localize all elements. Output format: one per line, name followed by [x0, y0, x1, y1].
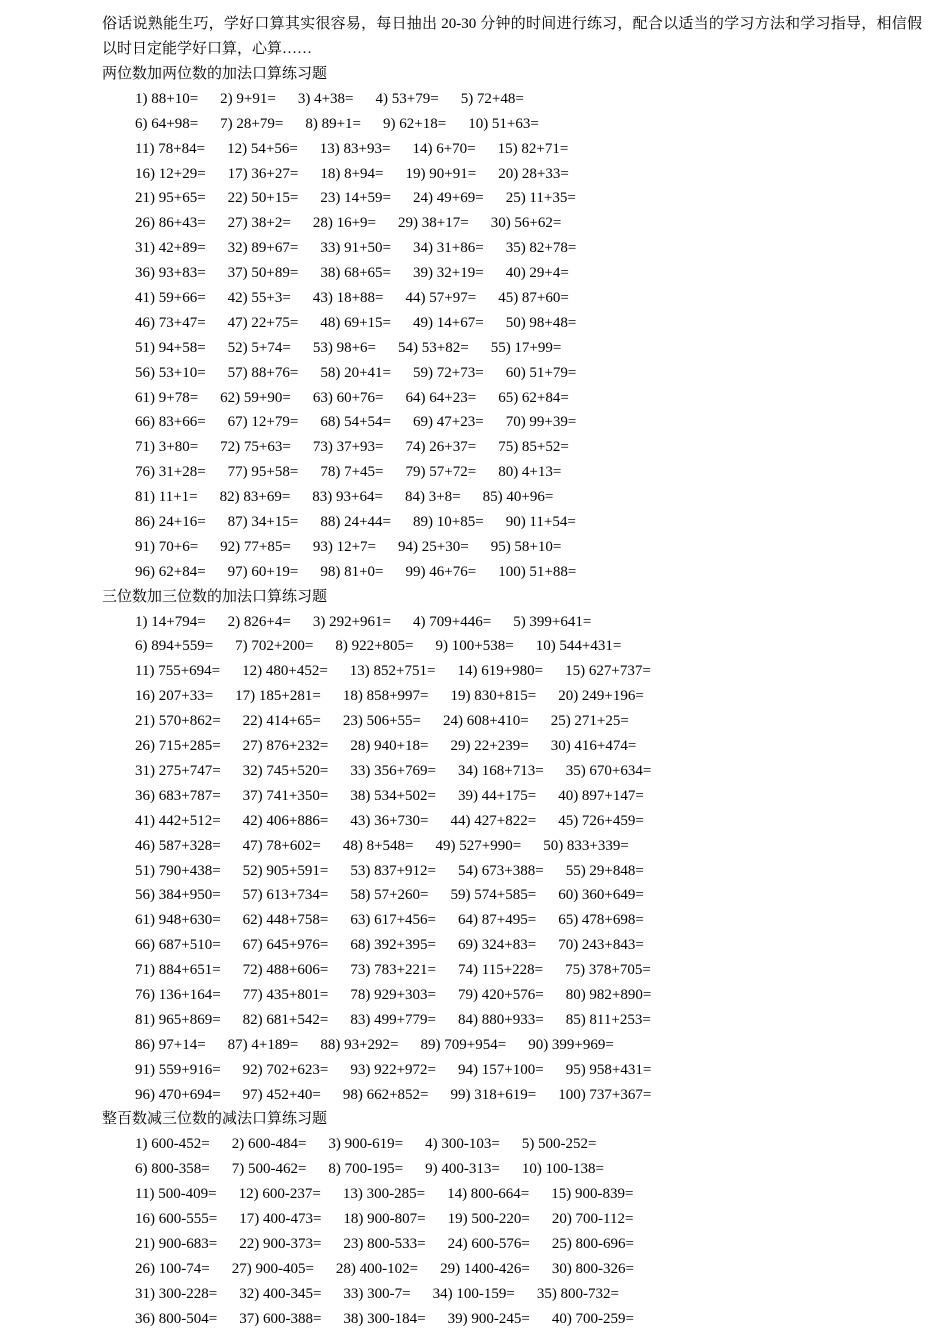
- problem: 44) 427+822=: [450, 812, 537, 829]
- problem: 28) 16+9=: [312, 215, 377, 232]
- problem: 95) 58+10=: [490, 538, 562, 555]
- problem: 21) 95+65=: [135, 190, 206, 207]
- problem: 92) 77+85=: [220, 538, 291, 555]
- problem: 71) 3+80=: [135, 439, 199, 456]
- exercise-section: [102, 1107, 922, 1331]
- problem: 14) 619+980=: [457, 663, 544, 680]
- problem-row: [102, 1033, 922, 1058]
- problem-row: [102, 1058, 922, 1083]
- problem: 26) 100-74=: [135, 1260, 210, 1277]
- problem: 8) 922+805=: [335, 638, 414, 655]
- problem-row: [102, 186, 922, 211]
- problem: 35) 82+78=: [505, 240, 577, 257]
- problem: 11) 78+84=: [135, 140, 206, 157]
- problem: 43) 18+88=: [312, 290, 384, 307]
- problem: 25) 800-696=: [551, 1235, 635, 1252]
- problem: 6) 894+559=: [135, 638, 214, 655]
- problem: 97) 452+40=: [242, 1086, 321, 1103]
- problem: 20) 28+33=: [498, 165, 569, 182]
- problem: 21) 570+862=: [135, 713, 221, 730]
- problem: 28) 400-102=: [335, 1260, 419, 1277]
- problem: 2) 9+91=: [220, 90, 276, 107]
- problem-row: [102, 1307, 922, 1332]
- problem: 77) 95+58=: [227, 464, 299, 481]
- problem-row: [102, 162, 922, 187]
- problem: 91) 559+916=: [135, 1061, 221, 1078]
- problem: 72) 488+606=: [242, 962, 329, 979]
- problem: 32) 400-345=: [239, 1285, 322, 1302]
- problem: 82) 83+69=: [219, 489, 291, 506]
- problem: 90) 11+54=: [505, 514, 576, 531]
- problem: 58) 57+260=: [350, 887, 429, 904]
- problem: 4) 709+446=: [413, 613, 492, 630]
- problem: 16) 600-555=: [135, 1210, 218, 1227]
- problem: 46) 587+328=: [135, 837, 221, 854]
- problem: 93) 12+7=: [312, 538, 377, 555]
- problem: 100) 51+88=: [498, 563, 577, 580]
- problem: 22) 414+65=: [242, 713, 321, 730]
- problem: 71) 884+651=: [135, 962, 221, 979]
- problem: 81) 965+869=: [135, 1011, 221, 1028]
- problem: 41) 442+512=: [135, 812, 221, 829]
- problem: 86) 97+14=: [135, 1036, 206, 1053]
- problem: 36) 800-504=: [135, 1310, 218, 1327]
- problem: 10) 544+431=: [535, 638, 622, 655]
- problem: 69) 47+23=: [413, 414, 484, 431]
- problem: 45) 726+459=: [558, 812, 644, 829]
- section-title: 整百数减三位数的减法口算练习题: [102, 1111, 328, 1128]
- problem: 13) 83+93=: [319, 140, 391, 157]
- problem: 87) 4+189=: [227, 1036, 299, 1053]
- problem: 23) 506+55=: [342, 713, 422, 730]
- problem: 68) 54+54=: [320, 414, 392, 431]
- problem: 76) 31+28=: [135, 464, 206, 481]
- problem: 3) 900-619=: [328, 1136, 404, 1153]
- problem: 40) 897+147=: [558, 787, 644, 804]
- problem: 49) 14+67=: [413, 314, 484, 331]
- problem: 62) 59+90=: [220, 389, 291, 406]
- problem: 53) 98+6=: [312, 339, 377, 356]
- problem: 74) 115+228=: [458, 962, 544, 979]
- exercise-section: [102, 585, 922, 1108]
- problem-row: [102, 236, 922, 261]
- problem: 76) 136+164=: [135, 986, 221, 1003]
- problem: 6) 800-358=: [135, 1161, 210, 1178]
- problem: 5) 72+48=: [460, 90, 524, 107]
- problem: 18) 858+997=: [342, 688, 429, 705]
- problem: 35) 670+634=: [565, 762, 652, 779]
- problem: 59) 574+585=: [450, 887, 537, 904]
- problem: 66) 83+66=: [135, 414, 206, 431]
- problem: 86) 24+16=: [135, 514, 206, 531]
- problem: 11) 755+694=: [135, 663, 221, 680]
- problem: 47) 78+602=: [242, 837, 321, 854]
- problem: 39) 44+175=: [458, 787, 537, 804]
- problem: 18) 900-807=: [343, 1210, 426, 1227]
- problem: 39) 900-245=: [447, 1310, 530, 1327]
- problem: 17) 400-473=: [239, 1210, 322, 1227]
- problem: 79) 420+576=: [458, 986, 544, 1003]
- problem: 73) 783+221=: [350, 962, 437, 979]
- problem-row: [102, 659, 922, 684]
- problem: 28) 940+18=: [350, 738, 429, 755]
- problem-row: [102, 634, 922, 659]
- problem: 67) 12+79=: [227, 414, 299, 431]
- problem: 78) 929+303=: [350, 986, 437, 1003]
- problem: 34) 168+713=: [458, 762, 544, 779]
- problem: 60) 360+649=: [558, 887, 644, 904]
- problem: 96) 470+694=: [135, 1086, 221, 1103]
- problem-row: [102, 112, 922, 137]
- problem-row: [102, 759, 922, 784]
- exercise-sections: [102, 62, 922, 1331]
- problem: 24) 600-576=: [447, 1235, 530, 1252]
- problem: 57) 613+734=: [242, 887, 329, 904]
- problem: 36) 93+83=: [135, 265, 206, 282]
- problem: 38) 534+502=: [350, 787, 437, 804]
- problem: 84) 880+933=: [458, 1011, 544, 1028]
- problem: 21) 900-683=: [135, 1235, 218, 1252]
- problem: 3) 4+38=: [297, 90, 354, 107]
- problem: 17) 185+281=: [235, 688, 321, 705]
- problem: 34) 100-159=: [432, 1285, 515, 1302]
- problem: 51) 790+438=: [135, 862, 221, 879]
- problem: 85) 811+253=: [565, 1011, 651, 1028]
- problem: 10) 51+63=: [468, 115, 539, 132]
- problem: 40) 29+4=: [505, 265, 569, 282]
- problem: 24) 608+410=: [443, 713, 529, 730]
- problem: 56) 53+10=: [135, 364, 206, 381]
- problem: 48) 69+15=: [320, 314, 392, 331]
- problem: 30) 56+62=: [490, 215, 562, 232]
- problem: 67) 645+976=: [242, 937, 329, 954]
- problem: 87) 34+15=: [227, 514, 299, 531]
- problem: 80) 4+13=: [498, 464, 562, 481]
- problem: 90) 399+969=: [528, 1036, 614, 1053]
- problem: 98) 662+852=: [342, 1086, 429, 1103]
- problem: 20) 249+196=: [558, 688, 644, 705]
- problem: 9) 62+18=: [383, 115, 447, 132]
- problem: 41) 59+66=: [135, 290, 206, 307]
- problem: 24) 49+69=: [413, 190, 484, 207]
- problem: 27) 38+2=: [227, 215, 291, 232]
- problem: 89) 10+85=: [413, 514, 484, 531]
- problem: 95) 958+431=: [565, 1061, 652, 1078]
- problem-row: [102, 983, 922, 1008]
- problem: 69) 324+83=: [458, 937, 537, 954]
- problem: 64) 64+23=: [405, 389, 477, 406]
- problem: 37) 50+89=: [227, 265, 299, 282]
- problem: 72) 75+63=: [220, 439, 291, 456]
- problem-row: [102, 361, 922, 386]
- problem-row: [102, 1083, 922, 1108]
- problem: 1) 14+794=: [135, 613, 206, 630]
- problem: 13) 300-285=: [342, 1186, 426, 1203]
- problem-row: [102, 834, 922, 859]
- problem: 75) 378+705=: [565, 962, 651, 979]
- problem-row: [102, 137, 922, 162]
- problem: 79) 57+72=: [405, 464, 477, 481]
- problem-row: [102, 336, 922, 361]
- problem-row: [102, 1282, 922, 1307]
- problem: 11) 500-409=: [135, 1186, 217, 1203]
- problem: 19) 90+91=: [405, 165, 477, 182]
- problem: 30) 416+474=: [550, 738, 637, 755]
- problem: 58) 20+41=: [320, 364, 392, 381]
- problem: 98) 81+0=: [320, 563, 384, 580]
- problem: 34) 31+86=: [413, 240, 484, 257]
- problem-row: [102, 460, 922, 485]
- problem: 85) 40+96=: [482, 489, 554, 506]
- problem: 55) 17+99=: [490, 339, 562, 356]
- problem-row: [102, 809, 922, 834]
- problem: 50) 833+339=: [543, 837, 629, 854]
- problem: 35) 800-732=: [536, 1285, 620, 1302]
- problem: 100) 737+367=: [558, 1086, 652, 1103]
- problem: 29) 1400-426=: [440, 1260, 530, 1277]
- problem: 59) 72+73=: [413, 364, 484, 381]
- problem: 29) 22+239=: [450, 738, 529, 755]
- problem: 5) 399+641=: [513, 613, 592, 630]
- problem: 27) 876+232=: [242, 738, 329, 755]
- problem: 33) 91+50=: [320, 240, 392, 257]
- problem: 89) 709+954=: [420, 1036, 507, 1053]
- problem: 25) 11+35=: [505, 190, 576, 207]
- problem-row: [102, 709, 922, 734]
- problem: 99) 318+619=: [450, 1086, 537, 1103]
- problem: 23) 14+59=: [320, 190, 392, 207]
- problem: 40) 700-259=: [551, 1310, 635, 1327]
- problem: 32) 745+520=: [242, 762, 329, 779]
- problem-row: [102, 859, 922, 884]
- problem: 30) 800-326=: [551, 1260, 635, 1277]
- problem: 75) 85+52=: [498, 439, 569, 456]
- problem-row: [102, 1182, 922, 1207]
- problem-row: [102, 908, 922, 933]
- problem: 33) 300-7=: [343, 1285, 411, 1302]
- problem: 7) 702+200=: [235, 638, 314, 655]
- problem: 97) 60+19=: [227, 563, 299, 580]
- problem: 83) 93+64=: [312, 489, 383, 506]
- problem: 12) 480+452=: [242, 663, 328, 680]
- problem: 31) 42+89=: [135, 240, 206, 257]
- section-title: 两位数加两位数的加法口算练习题: [102, 66, 328, 82]
- problem: 16) 207+33=: [135, 688, 214, 705]
- problem: 54) 673+388=: [458, 862, 544, 879]
- problem: 12) 54+56=: [227, 140, 298, 157]
- problem-row: [102, 435, 922, 460]
- problem-row: [102, 1132, 922, 1157]
- problem: 52) 5+74=: [227, 339, 291, 356]
- problem: 15) 82+71=: [497, 140, 569, 157]
- problem: 45) 87+60=: [498, 290, 569, 307]
- problem: 64) 87+495=: [458, 912, 537, 929]
- problem: 78) 7+45=: [320, 464, 384, 481]
- problem: 93) 922+972=: [350, 1061, 437, 1078]
- problem-row: [102, 510, 922, 535]
- problem: 68) 392+395=: [350, 937, 437, 954]
- problem: 1) 600-452=: [135, 1136, 210, 1153]
- problem: 9) 400-313=: [425, 1161, 500, 1178]
- problem: 4) 53+79=: [375, 90, 439, 107]
- problem: 65) 62+84=: [498, 389, 569, 406]
- problem: 77) 435+801=: [242, 986, 329, 1003]
- problem: 2) 826+4=: [227, 613, 291, 630]
- problem: 29) 38+17=: [398, 215, 469, 232]
- problem: 26) 715+285=: [135, 738, 221, 755]
- problem-row: [102, 734, 922, 759]
- problem: 7) 500-462=: [231, 1161, 307, 1178]
- problem-row: [102, 958, 922, 983]
- problem: 74) 26+37=: [405, 439, 477, 456]
- problem: 80) 982+890=: [565, 986, 652, 1003]
- problem-row: [102, 1257, 922, 1282]
- problem: 17) 36+27=: [227, 165, 299, 182]
- problem-row: [102, 1008, 922, 1033]
- problem: 9) 100+538=: [435, 638, 514, 655]
- problem: 26) 86+43=: [135, 215, 206, 232]
- problem: 46) 73+47=: [135, 314, 206, 331]
- problem: 22) 900-373=: [239, 1235, 322, 1252]
- problem-row: [102, 684, 922, 709]
- problem: 27) 900-405=: [231, 1260, 314, 1277]
- problem: 13) 852+751=: [349, 663, 436, 680]
- problem: 63) 617+456=: [350, 912, 437, 929]
- problem: 39) 32+19=: [413, 265, 484, 282]
- problem: 31) 300-228=: [135, 1285, 218, 1302]
- problem: 96) 62+84=: [135, 563, 206, 580]
- problem: 70) 243+843=: [558, 937, 644, 954]
- problem: 88) 24+44=: [320, 514, 392, 531]
- problem: 91) 70+6=: [135, 538, 199, 555]
- problem: 66) 687+510=: [135, 937, 221, 954]
- problem: 42) 406+886=: [242, 812, 329, 829]
- problem: 8) 89+1=: [305, 115, 362, 132]
- problem: 1) 88+10=: [135, 90, 199, 107]
- problem: 43) 36+730=: [350, 812, 429, 829]
- problem: 19) 500-220=: [447, 1210, 530, 1227]
- problem: 81) 11+1=: [135, 489, 198, 506]
- problem-row: [102, 485, 922, 510]
- problem: 55) 29+848=: [565, 862, 644, 879]
- problem-row: [102, 560, 922, 585]
- problem: 37) 741+350=: [242, 787, 329, 804]
- problem: 56) 384+950=: [135, 887, 221, 904]
- problem: 15) 900-839=: [551, 1186, 634, 1203]
- problem: 44) 57+97=: [405, 290, 477, 307]
- problem-row: [102, 784, 922, 809]
- problem: 5) 500-252=: [521, 1136, 597, 1153]
- document: [102, 12, 922, 1331]
- problem: 31) 275+747=: [135, 762, 221, 779]
- problem: 84) 3+8=: [404, 489, 461, 506]
- problem-row: [102, 535, 922, 560]
- problem: 50) 98+48=: [505, 314, 577, 331]
- problem: 42) 55+3=: [227, 290, 291, 307]
- problem: 8) 700-195=: [328, 1161, 404, 1178]
- problem: 4) 300-103=: [425, 1136, 500, 1153]
- problem: 19) 830+815=: [450, 688, 537, 705]
- problem: 10) 100-138=: [521, 1161, 605, 1178]
- problem: 32) 89+67=: [227, 240, 299, 257]
- problem: 16) 12+29=: [135, 165, 206, 182]
- problem: 25) 271+25=: [550, 713, 629, 730]
- problem-row: [102, 883, 922, 908]
- problem: 88) 93+292=: [320, 1036, 399, 1053]
- problem: 7) 28+79=: [220, 115, 284, 132]
- problem: 60) 51+79=: [505, 364, 577, 381]
- problem-row: [102, 933, 922, 958]
- problem: 15) 627+737=: [565, 663, 651, 680]
- problem-row: [102, 211, 922, 236]
- problem: 23) 800-533=: [343, 1235, 426, 1252]
- problem: 37) 600-388=: [239, 1310, 322, 1327]
- problem: 3) 292+961=: [312, 613, 392, 630]
- problem: 12) 600-237=: [238, 1186, 321, 1203]
- problem: 14) 800-664=: [447, 1186, 530, 1203]
- problem: 51) 94+58=: [135, 339, 206, 356]
- section-title: 三位数加三位数的加法口算练习题: [102, 588, 328, 605]
- problem: 83) 499+779=: [350, 1011, 437, 1028]
- problem-row: [102, 1157, 922, 1182]
- problem: 94) 157+100=: [458, 1061, 544, 1078]
- problem: 20) 700-112=: [551, 1210, 634, 1227]
- problem-row: [102, 311, 922, 336]
- problem-row: [102, 87, 922, 112]
- problem: 82) 681+542=: [242, 1011, 329, 1028]
- problem: 18) 8+94=: [320, 165, 384, 182]
- intro-paragraph: 俗话说熟能生巧，学好口算其实很容易，每日抽出 20-30 分钟的时间进行练习，配合以适当的学习方法和学习指导，相信假以时日定能学好口算，心算……: [102, 16, 922, 57]
- problem-row: [102, 1232, 922, 1257]
- problem-row: [102, 1207, 922, 1232]
- problem: 61) 948+630=: [135, 912, 221, 929]
- problem: 6) 64+98=: [135, 115, 199, 132]
- exercise-section: [102, 62, 922, 585]
- problem: 65) 478+698=: [558, 912, 644, 929]
- problem: 57) 88+76=: [227, 364, 299, 381]
- problem: 33) 356+769=: [350, 762, 437, 779]
- problem: 92) 702+623=: [242, 1061, 329, 1078]
- problem-row: [102, 261, 922, 286]
- problem: 61) 9+78=: [135, 389, 199, 406]
- problem: 53) 837+912=: [350, 862, 437, 879]
- problem: 54) 53+82=: [398, 339, 469, 356]
- problem: 49) 527+990=: [435, 837, 522, 854]
- problem: 73) 37+93=: [312, 439, 384, 456]
- problem: 36) 683+787=: [135, 787, 221, 804]
- problem: 63) 60+76=: [312, 389, 384, 406]
- problem: 14) 6+70=: [412, 140, 476, 157]
- problem-row: [102, 386, 922, 411]
- problem: 52) 905+591=: [242, 862, 329, 879]
- problem: 38) 300-184=: [343, 1310, 426, 1327]
- problem: 47) 22+75=: [227, 314, 299, 331]
- problem: 38) 68+65=: [320, 265, 392, 282]
- problem: 62) 448+758=: [242, 912, 329, 929]
- problem: 70) 99+39=: [505, 414, 577, 431]
- problem: 22) 50+15=: [227, 190, 299, 207]
- problem-row: [102, 610, 922, 635]
- problem: 48) 8+548=: [342, 837, 414, 854]
- problem: 2) 600-484=: [231, 1136, 307, 1153]
- problem-row: [102, 286, 922, 311]
- problem: 94) 25+30=: [398, 538, 469, 555]
- problem: 99) 46+76=: [405, 563, 477, 580]
- problem-row: [102, 410, 922, 435]
